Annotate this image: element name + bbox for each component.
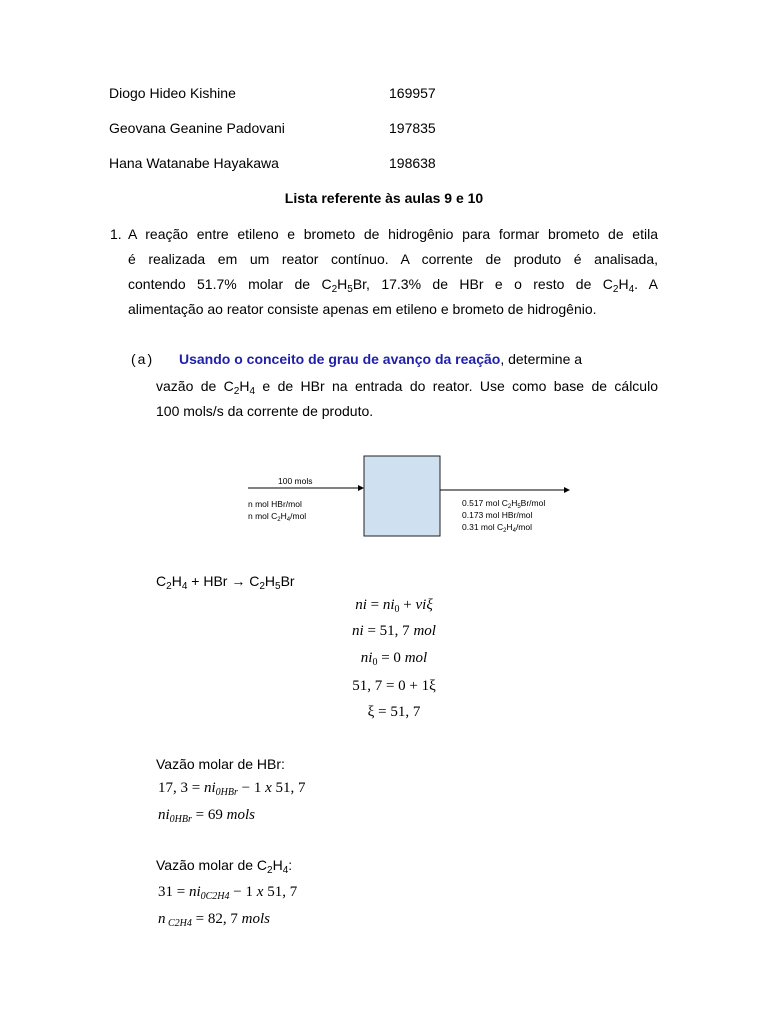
question-line: alimentação ao reator consiste apenas em etileno e brometo de hidrogênio. (128, 301, 597, 317)
equation: n $_{C2H4}$ = 82, 7 mols (158, 911, 270, 929)
student-id: 198638 (389, 155, 436, 171)
question-line: contendo 51.7% molar de $C_2H_5Br$, 17.3% de HBr e o resto de $C_2H_4$. A (128, 276, 658, 295)
student-name: Hana Watanabe Hayakawa (109, 155, 279, 171)
item-label: (a) (131, 351, 155, 367)
highlight-text: Usando o conceito de grau de avanço da reação (179, 351, 501, 367)
item-line: vazão de $C_2H_4$ e de HBr na entrada do reator. Use como base de cálculo (156, 378, 658, 397)
item-line: 100 mols/s da corrente de produto. (156, 403, 374, 419)
section-heading: Vazão molar de HBr: (156, 756, 285, 772)
section-heading: Vazão molar de $C_2H_4$: (156, 857, 293, 876)
equation: 51, 7 = 0 + 1ξ (352, 678, 436, 694)
reaction-equation: $C_2H_4$ + HBr → $C_2H_5Br$ (156, 573, 295, 592)
inlet-c2h4-label: n mol $C_2H_4$/mol (248, 511, 307, 523)
student-name: Diogo Hideo Kishine (109, 85, 236, 101)
reactor-box (364, 456, 440, 536)
question-line: A reação entre etileno e brometo de hidrogênio para formar brometo de etila (128, 226, 658, 242)
student-id: 197835 (389, 120, 436, 136)
outlet-c2h4-label: 0.31 mol $C_2H_4$/mol (462, 522, 532, 534)
question-line: é realizada em um reator contínuo. A corrente de produto é analisada, (128, 251, 658, 267)
equation: 17, $3 = ni_{0HBr} - 1$ x 51, 7 (158, 780, 306, 798)
page-title: Lista referente às aulas 9 e 10 (284, 190, 484, 206)
equation: $ni_{0HBr} = 69$ mols (158, 807, 255, 825)
inlet-hbr-label: n mol HBr/mol (248, 499, 302, 509)
equation: ni = 51, 7 mol (352, 623, 436, 639)
equation: $31 = ni_{0C2H4} - 1$ x 51, 7 (158, 884, 298, 902)
student-name: Geovana Geanine Padovani (109, 120, 285, 136)
inlet-arrow-head (358, 485, 364, 491)
equation: ξ = 51, 7 (367, 704, 421, 720)
outlet-arrow-head (564, 487, 570, 493)
question-number: 1. (110, 226, 122, 242)
equation: ni = $ni_0 + vi\xi$ (355, 597, 433, 615)
item-line: Usando o conceito de grau de avanço da reação, determine a (179, 351, 583, 367)
inlet-total-label: 100 mols (278, 476, 313, 486)
outlet-c2h5br-label: 0.517 mol $C_2H_5Br$/mol (462, 498, 546, 510)
student-id: 169957 (389, 85, 436, 101)
outlet-hbr-label: 0.173 mol HBr/mol (462, 510, 533, 520)
equation: $ni_0 = 0$ mol (360, 650, 428, 668)
